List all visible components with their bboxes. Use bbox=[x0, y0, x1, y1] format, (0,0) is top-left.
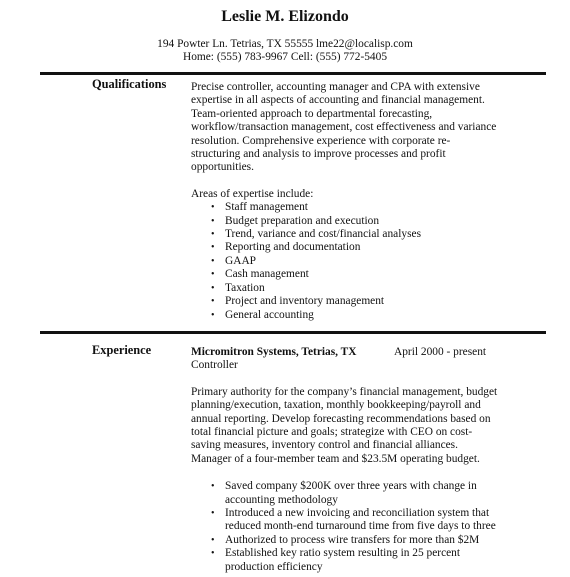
description-line: total financial picture and goals; strategize with CEO on cost- bbox=[191, 426, 473, 439]
list-item bbox=[191, 480, 531, 507]
list-item bbox=[191, 295, 511, 308]
achievement-line: Authorized to process wire transfers for more than $2M bbox=[225, 533, 480, 546]
list-item bbox=[191, 255, 511, 268]
summary-line: opportunities. bbox=[191, 161, 254, 174]
list-item-text: Taxation bbox=[225, 281, 265, 294]
list-item bbox=[191, 268, 511, 281]
qualifications-body bbox=[191, 81, 511, 322]
list-item-text: Cash management bbox=[225, 268, 309, 281]
job-header bbox=[191, 346, 531, 359]
list-item bbox=[191, 534, 531, 547]
bullet-icon: • bbox=[211, 282, 215, 294]
summary-line: Precise controller, accounting manager and CPA with extensive bbox=[191, 81, 480, 93]
summary-line: expertise in all aspects of accounting and financial management. bbox=[191, 94, 485, 107]
section-title-experience: Experience bbox=[92, 343, 152, 357]
list-item bbox=[191, 547, 531, 574]
experience-job bbox=[191, 346, 531, 574]
bullet-icon: • bbox=[211, 548, 215, 560]
bullet-icon: • bbox=[211, 269, 215, 281]
list-item bbox=[191, 507, 531, 534]
achievement-line: Established key ratio system resulting in 25 percent bbox=[225, 547, 461, 560]
summary-line: resolution. Comprehensive experience with corporate re- bbox=[191, 134, 451, 147]
bullet-icon: • bbox=[211, 242, 215, 254]
job-description bbox=[191, 386, 531, 466]
resume-name: Leslie M. Elizondo bbox=[221, 8, 349, 25]
description-line: Manager of a four-member team and $23.5M operating budget. bbox=[191, 452, 480, 465]
bullet-icon: • bbox=[211, 508, 215, 520]
list-item-text: GAAP bbox=[225, 254, 257, 267]
summary-line: workflow/transaction management, cost effectiveness and variance bbox=[191, 121, 497, 134]
list-item-text: Reporting and documentation bbox=[225, 241, 361, 254]
section-title-qualifications: Qualifications bbox=[92, 77, 167, 91]
qualifications-summary-full bbox=[0, 0, 1, 1]
job-company: Micromitron Systems, Tetrias, TX bbox=[191, 346, 357, 358]
areas-of-expertise-list bbox=[191, 201, 511, 322]
summary-line: Team-oriented approach to departmental forecasting, bbox=[191, 107, 433, 120]
description-line: saving measures, inventory control and financial alliances. bbox=[191, 439, 458, 452]
section-divider-qualifications bbox=[40, 72, 546, 75]
achievement-line: accounting methodology bbox=[225, 493, 338, 506]
list-item bbox=[191, 241, 511, 254]
job-role: Controller bbox=[191, 359, 238, 372]
areas-intro: Areas of expertise include: bbox=[191, 187, 314, 200]
qualifications-summary bbox=[191, 81, 511, 175]
description-line: annual reporting. Develop forecasting recommendations based on bbox=[191, 412, 491, 425]
list-item bbox=[191, 309, 511, 322]
bullet-icon: • bbox=[211, 309, 215, 321]
achievement-line: reduced month-end turnaround time from five days to three bbox=[225, 520, 496, 533]
contact-phone-line: Home: (555) 783-9967 Cell: (555) 772-5405 bbox=[182, 51, 388, 63]
bullet-icon: • bbox=[211, 202, 215, 214]
bullet-icon: • bbox=[211, 534, 215, 546]
description-line: Primary authority for the company’s financial management, budget bbox=[191, 385, 498, 398]
list-item-text: General accounting bbox=[225, 308, 314, 321]
list-item bbox=[191, 201, 511, 214]
achievement-line: Introduced a new invoicing and reconciliation system that bbox=[225, 507, 490, 520]
description-line: planning/execution, taxation, monthly bookkeeping/payroll and bbox=[191, 399, 481, 412]
list-item-text: Staff management bbox=[225, 201, 308, 214]
achievement-line: production efficiency bbox=[225, 560, 323, 573]
list-item bbox=[191, 282, 511, 295]
contact-address-line: 194 Powter Ln. Tetrias, TX 55555 lme22@localisp.com bbox=[157, 38, 413, 50]
summary-line: structuring and analysis to improve processes and profit bbox=[191, 148, 446, 161]
job-dates: April 2000 - present bbox=[394, 346, 487, 358]
section-divider-experience bbox=[40, 331, 546, 334]
job-achievements-list bbox=[191, 480, 531, 574]
list-item-text: Project and inventory management bbox=[225, 295, 385, 308]
bullet-icon: • bbox=[211, 229, 215, 241]
bullet-icon: • bbox=[211, 255, 215, 267]
list-item bbox=[191, 215, 511, 228]
list-item-text: Trend, variance and cost/financial analyses bbox=[225, 228, 421, 241]
bullet-icon: • bbox=[211, 481, 215, 493]
bullet-icon: • bbox=[211, 296, 215, 308]
list-item bbox=[191, 228, 511, 241]
achievement-line: Saved company $200K over three years with change in bbox=[225, 480, 477, 493]
bullet-icon: • bbox=[211, 215, 215, 227]
list-item-text: Budget preparation and execution bbox=[225, 214, 380, 227]
